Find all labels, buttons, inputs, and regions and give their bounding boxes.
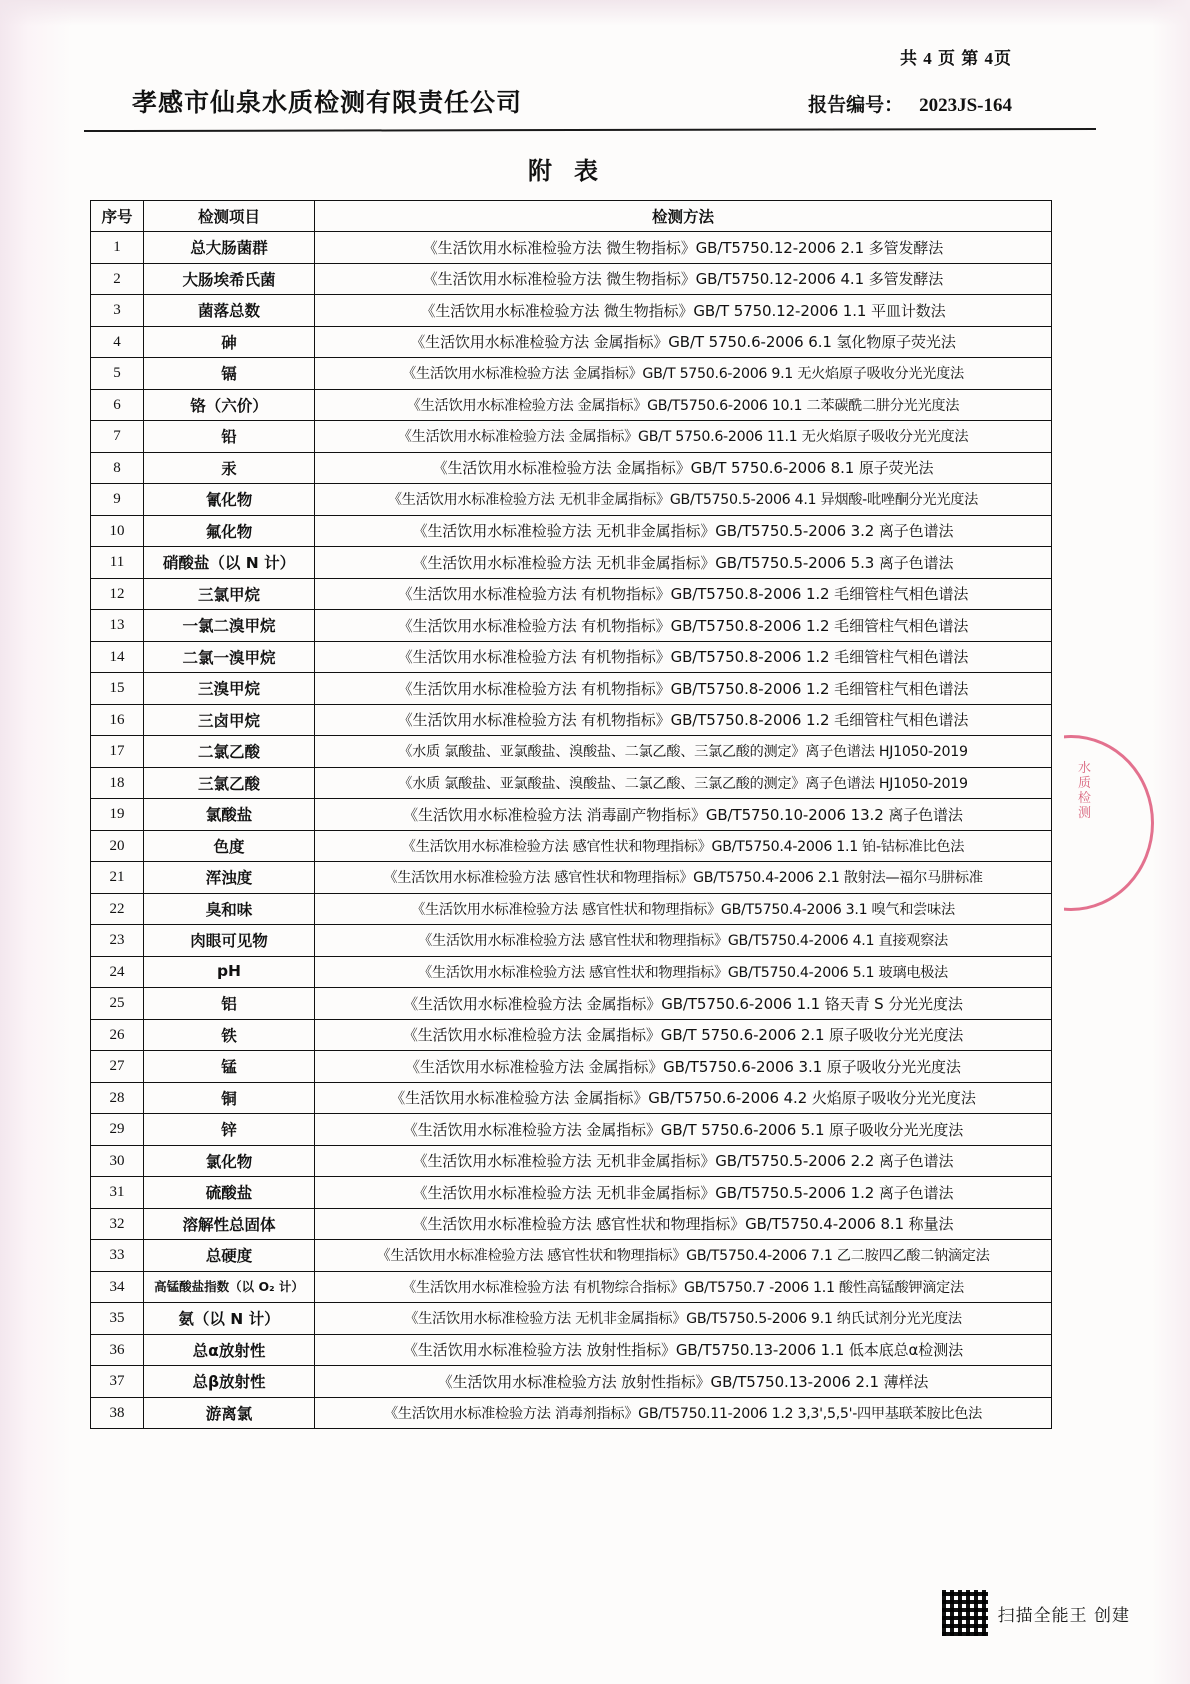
cell-method: 《生活饮用水标准检验方法 感官性状和物理指标》GB/T5750.4-2006 7.1 乙二胺四乙酸二钠滴定法 — [376, 1248, 990, 1265]
table-row — [91, 704, 1052, 736]
cell-no: 34 — [109, 1278, 125, 1295]
cell-no: 19 — [109, 806, 125, 823]
table-row — [91, 610, 1052, 642]
table-row — [91, 767, 1052, 799]
table-row — [91, 988, 1052, 1020]
table-row — [91, 1240, 1052, 1272]
report-number-label: 报告编号： — [808, 95, 904, 116]
table-row — [91, 389, 1052, 421]
cell-no: 21 — [109, 869, 125, 886]
table-row — [91, 1114, 1052, 1146]
cell-item: 铜 — [221, 1089, 237, 1108]
cell-method: 《生活饮用水标准检验方法 金属指标》GB/T 5750.6-2006 8.1 原子荧光法 — [432, 459, 934, 478]
cell-method: 《生活饮用水标准检验方法 金属指标》GB/T5750.6-2006 10.1 二苯碳酰二肼分光光度法 — [406, 397, 960, 414]
table-row — [91, 799, 1052, 831]
table-row — [91, 1208, 1052, 1240]
table-row — [91, 1177, 1052, 1209]
cell-method: 《生活饮用水标准检验方法 放射性指标》GB/T5750.13-2006 1.1 低本底总α检测法 — [403, 1341, 963, 1360]
cell-no: 33 — [109, 1247, 125, 1264]
table-row — [91, 1082, 1052, 1114]
methods-table-body — [91, 232, 1052, 1429]
cell-item: 溶解性总固体 — [182, 1215, 276, 1234]
table-row — [91, 263, 1052, 295]
cell-method: 《生活饮用水标准检验方法 微生物指标》GB/T 5750.12-2006 1.1 平皿计数法 — [420, 301, 946, 320]
cell-method: 《生活饮用水标准检验方法 微生物指标》GB/T5750.12-2006 2.1 多管发酵法 — [422, 238, 944, 257]
cell-no: 4 — [113, 333, 121, 350]
cell-item: 肉眼可见物 — [190, 932, 268, 951]
cell-method: 《生活饮用水标准检验方法 有机物指标》GB/T5750.8-2006 1.2 毛细管柱气相色谱法 — [397, 648, 969, 667]
table-row — [91, 232, 1052, 264]
document-header — [84, 83, 1104, 129]
table-row — [91, 1051, 1052, 1083]
cell-no: 26 — [109, 1026, 125, 1043]
page-indicator: 共 4 页 第 4页 — [900, 49, 1012, 68]
cell-item: 游离氯 — [205, 1404, 253, 1423]
cell-method: 《生活饮用水标准检验方法 有机物指标》GB/T5750.8-2006 1.2 毛细管柱气相色谱法 — [397, 711, 969, 730]
cell-method: 《生活饮用水标准检验方法 感官性状和物理指标》GB/T5750.4-2006 2.1 散射法—福尔马肼标准 — [383, 870, 983, 887]
cell-no: 17 — [109, 743, 125, 760]
cell-item: 锰 — [221, 1058, 237, 1077]
cell-item: 氟化物 — [205, 522, 253, 541]
cell-method: 《生活饮用水标准检验方法 微生物指标》GB/T5750.12-2006 4.1 多管发酵法 — [422, 270, 944, 289]
cell-no: 32 — [109, 1215, 125, 1232]
table-row — [91, 1145, 1052, 1177]
table-row — [91, 1271, 1052, 1303]
cell-no: 30 — [109, 1152, 125, 1169]
table-row — [91, 452, 1052, 484]
cell-method: 《生活饮用水标准检验方法 感官性状和物理指标》GB/T5750.4-2006 3.1 嗅气和尝味法 — [411, 901, 955, 918]
cell-item: 高锰酸盐指数（以 O₂ 计） — [154, 1279, 304, 1295]
cell-method: 《生活饮用水标准检验方法 金属指标》GB/T 5750.6-2006 11.1 无火焰原子吸收分光光度法 — [397, 429, 969, 446]
cell-no: 14 — [109, 648, 125, 665]
cell-no: 37 — [109, 1373, 125, 1390]
cell-method: 《生活饮用水标准检验方法 感官性状和物理指标》GB/T5750.4-2006 5.1 玻璃电极法 — [418, 964, 948, 981]
table-row — [91, 1303, 1052, 1335]
cell-method: 《生活饮用水标准检验方法 感官性状和物理指标》GB/T5750.4-2006 4.1 直接观察法 — [418, 933, 948, 950]
company-name: 孝感市仙泉水质检测有限责任公司 — [132, 88, 523, 117]
cell-method: 《生活饮用水标准检验方法 金属指标》GB/T5750.6-2006 3.1 原子吸收分光光度法 — [405, 1057, 961, 1076]
cell-no: 23 — [109, 932, 125, 949]
cell-item: 硝酸盐（以 N 计） — [162, 554, 296, 573]
cell-no: 10 — [109, 522, 125, 539]
cell-method: 《生活饮用水标准检验方法 有机物指标》GB/T5750.8-2006 1.2 毛细管柱气相色谱法 — [397, 616, 969, 635]
table-row — [91, 578, 1052, 610]
cell-item: 浑浊度 — [205, 869, 253, 888]
table-row — [91, 547, 1052, 579]
table-row — [91, 925, 1052, 957]
column-header-item: 检测项目 — [144, 201, 315, 232]
cell-no: 25 — [109, 995, 125, 1012]
cell-method: 《生活饮用水标准检验方法 有机物指标》GB/T5750.8-2006 1.2 毛细管柱气相色谱法 — [397, 679, 969, 698]
cell-no: 15 — [109, 680, 125, 697]
table-row — [91, 1334, 1052, 1366]
cell-item: 镉 — [221, 365, 237, 384]
table-row — [91, 515, 1052, 547]
cell-no: 36 — [109, 1341, 125, 1358]
cell-method: 《生活饮用水标准检验方法 金属指标》GB/T5750.6-2006 4.2 火焰原子吸收分光光度法 — [390, 1089, 976, 1108]
cell-item: 总β放射性 — [192, 1373, 266, 1392]
cell-item: 氯化物 — [205, 1152, 253, 1171]
cell-method: 《生活饮用水标准检验方法 有机物指标》GB/T5750.8-2006 1.2 毛细管柱气相色谱法 — [397, 585, 969, 604]
scan-edge-right — [1152, 0, 1190, 1684]
cell-item: 二氯一溴甲烷 — [182, 648, 276, 667]
cell-no: 27 — [109, 1058, 125, 1075]
methods-table — [90, 200, 1052, 1429]
cell-no: 1 — [113, 239, 121, 256]
cell-method: 《生活饮用水标准检验方法 无机非金属指标》GB/T5750.5-2006 4.1 异烟酸-吡唑酮分光光度法 — [387, 492, 979, 509]
scan-edge-left — [0, 0, 72, 1684]
cell-no: 8 — [113, 459, 121, 476]
table-row — [91, 1019, 1052, 1051]
cell-item: 汞 — [221, 459, 237, 478]
cell-no: 29 — [109, 1121, 125, 1138]
table-row — [91, 893, 1052, 925]
cell-method: 《生活饮用水标准检验方法 感官性状和物理指标》GB/T5750.4-2006 8.1 称量法 — [412, 1215, 954, 1234]
scan-edge-top — [0, 0, 1190, 26]
watermark-text: 扫描全能王 创建 — [997, 1605, 1130, 1626]
cell-method: 《生活饮用水标准检验方法 无机非金属指标》GB/T5750.5-2006 2.2 离子色谱法 — [412, 1152, 954, 1171]
cell-no: 18 — [109, 774, 125, 791]
cell-item: 总大肠菌群 — [190, 239, 268, 258]
cell-item: 大肠埃希氏菌 — [182, 270, 276, 289]
table-row — [91, 295, 1052, 327]
cell-item: 三氯甲烷 — [197, 585, 260, 604]
column-header-no: 序号 — [91, 201, 144, 232]
cell-no: 20 — [109, 837, 125, 854]
cell-item: 臭和味 — [205, 900, 253, 919]
cell-no: 13 — [109, 617, 125, 634]
cell-method: 《生活饮用水标准检验方法 感官性状和物理指标》GB/T5750.4-2006 1.1 铂-钴标准比色法 — [401, 838, 965, 855]
cell-item: 菌落总数 — [197, 302, 260, 321]
column-header-method: 检测方法 — [315, 201, 1052, 232]
cell-method: 《生活饮用水标准检验方法 无机非金属指标》GB/T5750.5-2006 3.2 离子色谱法 — [412, 522, 954, 541]
cell-item: 氰化物 — [205, 491, 253, 510]
cell-item: 砷 — [221, 333, 237, 352]
cell-item: 铝 — [221, 995, 237, 1014]
cell-item: 铁 — [221, 1026, 237, 1045]
cell-no: 28 — [109, 1089, 125, 1106]
cell-method: 《生活饮用水标准检验方法 金属指标》GB/T 5750.6-2006 2.1 原子吸收分光光度法 — [402, 1026, 964, 1045]
cell-method: 《生活饮用水标准检验方法 消毒剂指标》GB/T5750.11-2006 1.2 3,3',5,5'-四甲基联苯胺比色法 — [383, 1405, 983, 1422]
table-row — [91, 641, 1052, 673]
page-title: 附表 — [528, 157, 620, 185]
cell-no: 35 — [109, 1310, 125, 1327]
cell-no: 24 — [109, 963, 125, 980]
report-number-block — [808, 90, 1098, 117]
document-content — [84, 44, 1104, 1429]
cell-method: 《生活饮用水标准检验方法 金属指标》GB/T5750.6-2006 1.1 铬天青 S 分光光度法 — [403, 994, 963, 1013]
cell-item: 一氯二溴甲烷 — [182, 617, 276, 636]
seal-text: 水质检测 — [1078, 761, 1093, 821]
table-row — [91, 1397, 1052, 1429]
table-row — [91, 484, 1052, 516]
table-row — [91, 326, 1052, 358]
cell-item: 色度 — [213, 837, 245, 856]
cell-no: 11 — [109, 554, 125, 571]
table-header-row — [91, 201, 1052, 232]
cell-method: 《生活饮用水标准检验方法 放射性指标》GB/T5750.13-2006 2.1 薄样法 — [437, 1372, 929, 1391]
scanner-watermark — [942, 1590, 1130, 1636]
cell-no: 31 — [109, 1184, 125, 1201]
cell-item: 总硬度 — [205, 1247, 253, 1266]
cell-item: 硫酸盐 — [205, 1184, 253, 1203]
cell-no: 2 — [113, 270, 121, 287]
cell-item: 三卤甲烷 — [197, 711, 260, 730]
table-row — [91, 1366, 1052, 1398]
cell-item: 三氯乙酸 — [197, 774, 260, 793]
table-row — [91, 421, 1052, 453]
cell-no: 16 — [109, 711, 125, 728]
cell-method: 《生活饮用水标准检验方法 金属指标》GB/T 5750.6-2006 9.1 无火焰原子吸收分光光度法 — [402, 366, 964, 383]
table-row — [91, 830, 1052, 862]
cell-method: 《生活饮用水标准检验方法 消毒副产物指标》GB/T5750.10-2006 13.2 离子色谱法 — [403, 805, 963, 824]
cell-method: 《生活饮用水标准检验方法 无机非金属指标》GB/T5750.5-2006 5.3 离子色谱法 — [412, 553, 954, 572]
cell-no: 38 — [109, 1404, 125, 1421]
table-row — [91, 956, 1052, 988]
cell-item: 氯酸盐 — [205, 806, 253, 825]
cell-method: 《生活饮用水标准检验方法 金属指标》GB/T 5750.6-2006 6.1 氢化物原子荧光法 — [410, 333, 956, 352]
cell-no: 3 — [113, 302, 121, 319]
cell-item: 铅 — [221, 428, 237, 447]
table-row — [91, 736, 1052, 768]
cell-method: 《生活饮用水标准检验方法 有机物综合指标》GB/T5750.7 -2006 1.1 酸性高锰酸钾滴定法 — [402, 1279, 964, 1296]
cell-method: 《生活饮用水标准检验方法 金属指标》GB/T 5750.6-2006 5.1 原子吸收分光光度法 — [402, 1120, 964, 1139]
cell-item: 氨（以 N 计） — [178, 1310, 280, 1329]
qr-code-icon — [942, 1590, 988, 1636]
cell-item: 三溴甲烷 — [197, 680, 260, 699]
cell-no: 12 — [109, 585, 125, 602]
cell-item: 铬（六价） — [190, 396, 268, 415]
cell-no: 5 — [113, 365, 121, 382]
cell-item: 二氯乙酸 — [197, 743, 260, 762]
cell-no: 9 — [113, 491, 121, 508]
cell-item: 锌 — [221, 1121, 237, 1140]
cell-method: 《生活饮用水标准检验方法 无机非金属指标》GB/T5750.5-2006 9.1 纳氏试剂分光光度法 — [404, 1311, 962, 1328]
cell-item: pH — [216, 962, 242, 981]
cell-method: 《水质 氯酸盐、亚氯酸盐、溴酸盐、二氯乙酸、三氯乙酸的测定》离子色谱法 HJ1050-2019 — [398, 775, 968, 792]
table-row — [91, 862, 1052, 894]
table-row — [91, 358, 1052, 390]
cell-item: 总α放射性 — [192, 1341, 266, 1360]
cell-no: 22 — [109, 900, 125, 917]
cell-no: 6 — [113, 396, 121, 413]
cell-no: 7 — [113, 428, 121, 445]
cell-method: 《水质 氯酸盐、亚氯酸盐、溴酸盐、二氯乙酸、三氯乙酸的测定》离子色谱法 HJ1050-2019 — [398, 744, 968, 761]
table-row — [91, 673, 1052, 705]
cell-method: 《生活饮用水标准检验方法 无机非金属指标》GB/T5750.5-2006 1.2 离子色谱法 — [412, 1183, 954, 1202]
report-number-value: 2023JS-164 — [919, 95, 1012, 116]
